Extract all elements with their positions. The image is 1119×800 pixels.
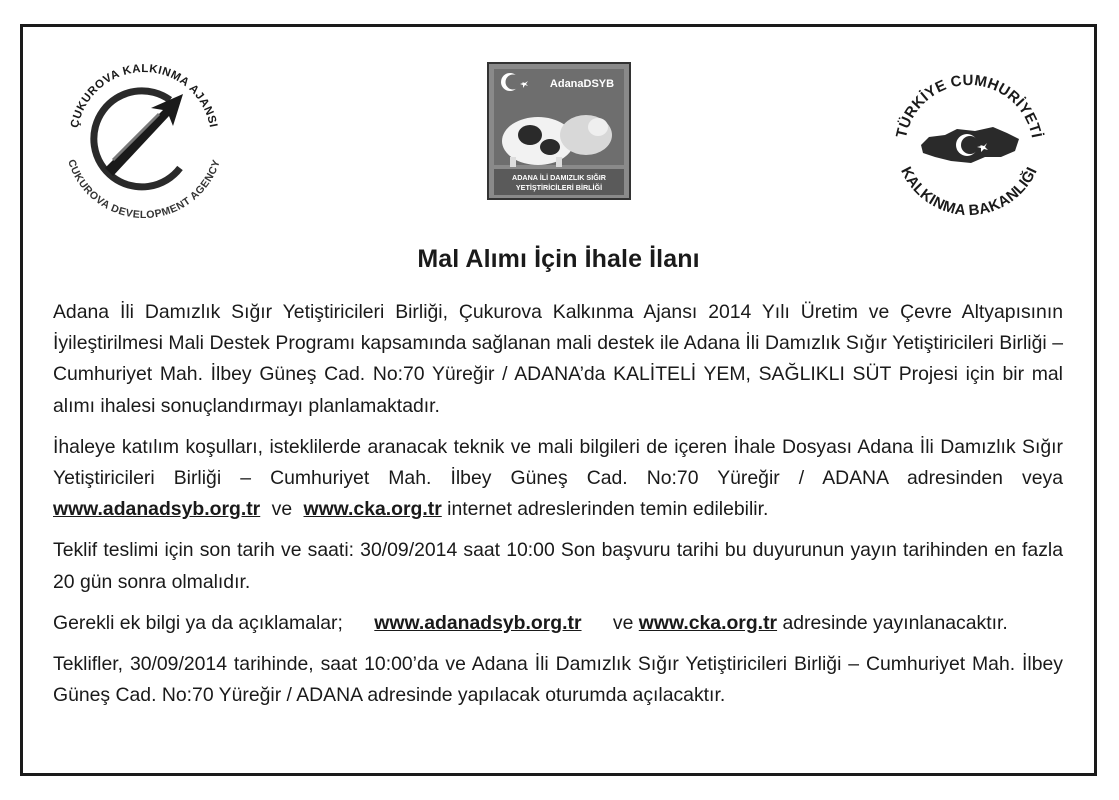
notice-body xyxy=(53,297,1063,721)
agency-name-en: CUKUROVA DEVELOPMENT AGENCY xyxy=(65,157,223,222)
adana-dsyb-logo xyxy=(486,61,632,201)
arrow-icon xyxy=(94,91,183,187)
link-cka-2[interactable]: www.cka.org.tr xyxy=(638,611,778,634)
link-cka[interactable]: www.cka.org.tr xyxy=(303,498,442,521)
p2-and: ve xyxy=(271,498,293,521)
link-adanadsyb-2[interactable]: www.adanadsyb.org.tr xyxy=(374,611,582,634)
paragraph-tender-documents xyxy=(53,432,1063,526)
svg-text:KALKINMA BAKANLIĞI xyxy=(897,164,1041,219)
agency-name-tr: ÇUKUROVA KALKINMA AJANSI xyxy=(68,62,220,129)
paragraph-opening: Teklifler, 30/09/2014 tarihinde, saat 10:00’da ve Adana İli Damızlık Sığır Yetiştiricileri Birliği – Cumhuriyet Mah. İlbey Güneş Cad. No:70 Yüreğir / ADANA adresinde yapılacak oturumda açılacaktır. xyxy=(53,653,1063,707)
page-title: Mal Alımı İçin İhale İlanı xyxy=(417,245,700,273)
svg-text:TÜRKİYE CUMHURİYETİ xyxy=(893,72,1045,140)
cukurova-agency-logo xyxy=(55,50,233,228)
paragraph-deadline: Teklif teslimi için son tarih ve saati: 30/09/2014 saat 10:00 Son başvuru tarihi bu duyurunun yayın tarihinden en fazla 20 gün sonra olmalıdır. xyxy=(53,539,1063,593)
p4-text-after: adresinde yayınlanacaktır. xyxy=(782,611,1008,634)
ministry-name: KALKINMA BAKANLIĞI xyxy=(897,164,1041,220)
p2-text-after: internet adreslerinden temin edilebilir. xyxy=(447,498,769,521)
p4-and: ve xyxy=(612,611,634,634)
svg-text:ÇUKUROVA KALKINMA AJANSI xyxy=(69,63,219,129)
turkey-map-icon xyxy=(921,127,1019,163)
link-adanadsyb[interactable]: www.adanadsyb.org.tr xyxy=(53,498,261,521)
p4-text-before: Gerekli ek bilgi ya da açıklamalar; xyxy=(53,611,343,634)
logo-brand: AdanaDSYB xyxy=(549,78,615,90)
logo-line-1: ADANA İLİ DAMIZLIK SIĞIR xyxy=(512,173,606,182)
paragraph-project: Adana İli Damızlık Sığır Yetiştiricileri Birliği, Çukurova Kalkınma Ajansı 2014 Yılı Üretim ve Çevre Altyapısının İyileştirilmesi Mali Destek Programı kapsamında sağlanan mali destek ile Adana İli Damızlık Sığır Yetiştiricileri Birliği – Cumhuriyet Mah. İlbey Güneş Cad. No:70 Yüreğir / ADANA’da KALİTELİ YEM, SAĞLIKLI SÜT Projesi için bir mal alımı ihalesi sonuçlandırmayı planlamaktadır. xyxy=(53,301,1063,417)
kalkinma-bakanligi-logo xyxy=(885,59,1053,227)
republic-name: TÜRKİYE CUMHURİYETİ xyxy=(893,71,1045,140)
p2-text-before: İhaleye katılım koşulları, isteklilerde aranacak teknik ve mali bilgileri de içeren İhale Dosyası Adana İli Damızlık Sığır Yetiştiricileri Birliği – Cumhuriyet Mah. İlbey Güneş Cad. No:70 Yüreğir / ADANA adresinden veya xyxy=(53,435,1063,490)
paragraph-info xyxy=(53,608,1063,639)
logo-line-2: YETİŞTİRİCİLERİ BİRLİĞİ xyxy=(515,183,603,192)
notice-frame xyxy=(20,24,1097,776)
